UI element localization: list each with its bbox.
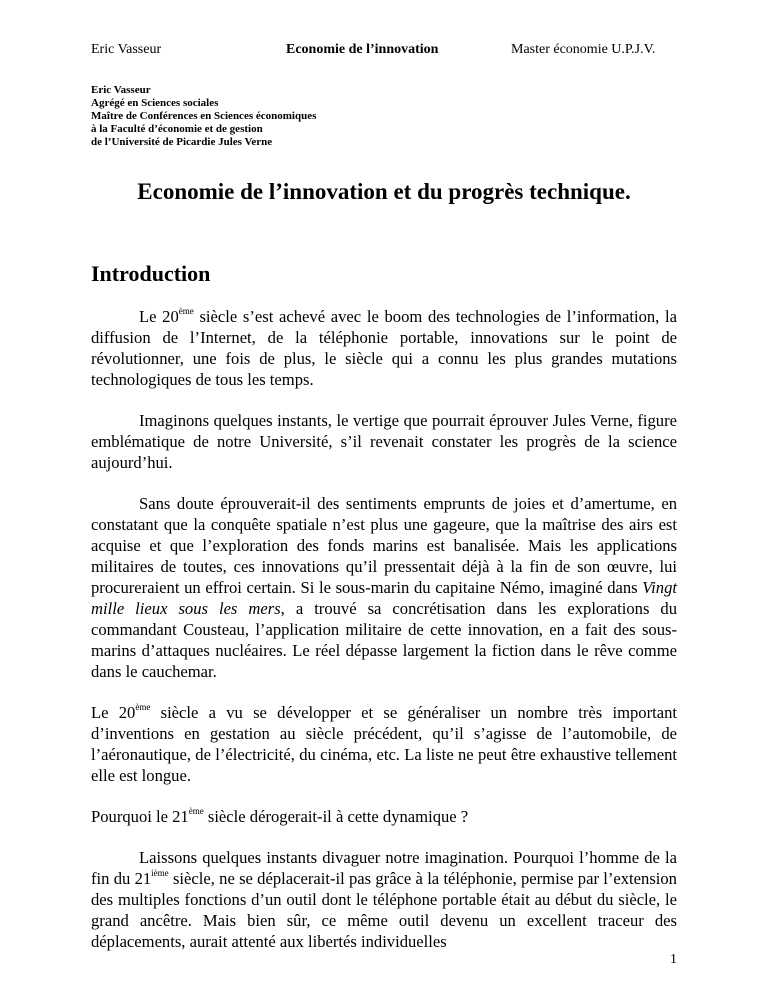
paragraph-text: Pourquoi le 21 <box>91 807 189 826</box>
author-name: Eric Vasseur <box>91 84 151 96</box>
author-title-line: Maître de Conférences en Sciences économiques <box>91 110 317 122</box>
author-title-line: de l’Université de Picardie Jules Verne <box>91 136 273 148</box>
superscript: ième <box>151 868 169 879</box>
author-title-line: à la Faculté d’économie et de gestion <box>91 123 263 135</box>
book-title: Vingt mille lieux sous les mers <box>91 578 677 618</box>
paragraph-text: siècle dérogerait-il à cette dynamique ? <box>203 807 469 826</box>
paragraph-text: Laissons quelques instants divaguer notre imagination. Pourquoi l’homme de la fin du 21 <box>91 848 677 888</box>
paragraph-text: siècle a vu se développer et se généraliser un nombre très important d’inventions en gestation au siècle précédent, qu’il s’agisse de l’automobile, de l’aéronautique, de l’électricité, du cinéma, etc. La liste ne peut être exhaustive tellement elle est longue. <box>91 703 677 785</box>
paragraph-text: siècle, ne se déplacerait-il pas grâce à la téléphonie, permise par l’extension des multiples fonctions d’un outil dont le téléphone portable était au début du siècle, le grand ancêtre. Mais bien sûr, ce même outil devenu un excellent traceur des déplacements, aurait attenté aux libertés individuelles <box>91 869 677 951</box>
paragraph: Imaginons quelques instants, le vertige que pourrait éprouver Jules Verne, figure emblématique de notre Université, s’il revenait constater les progrès de la science aujourd’hui. <box>91 411 677 472</box>
page-number: 1 <box>670 952 677 967</box>
author-block <box>91 84 316 149</box>
paragraph <box>91 847 677 952</box>
header-program: Master économie U.P.J.V. <box>511 42 656 57</box>
superscript: ème <box>188 806 204 817</box>
paragraph <box>91 806 677 827</box>
header-course-title: Economie de l’innovation <box>286 42 439 57</box>
section-heading: Introduction <box>91 261 211 286</box>
paragraph <box>91 702 677 786</box>
document-title: Economie de l’innovation et du progrès technique. <box>137 179 631 204</box>
body-text <box>91 306 677 952</box>
paragraph-text: Le 20 <box>91 703 136 722</box>
paragraph-text: siècle s’est achevé avec le boom des technologies de l’information, la diffusion de l’Internet, de la téléphonie portable, innovations sur le point de révolutionner, une fois de plus, le siècle qui a connu les plus grandes mutations technologiques de tous les temps. <box>91 307 677 389</box>
paragraph-text: Sans doute éprouverait-il des sentiments emprunts de joies et d’amertume, en constatant que la conquête spatiale n’est plus une gageure, que la maîtrise des airs est acquise et que l’exploration des fonds marins est banalisée. Mais les applications militaires de toutes, ces innovations qu’il pressentait déjà à la fin de son œuvre, lui procureraient un effroi certain. Si le sous-marin du capitaine Némo, imaginé dans <box>91 494 677 597</box>
superscript: ème <box>178 306 194 317</box>
paragraph <box>91 493 677 682</box>
paragraph <box>91 306 677 390</box>
superscript: ème <box>135 702 151 713</box>
header-author: Eric Vasseur <box>91 42 162 57</box>
paragraph-text: Le 20 <box>139 307 179 326</box>
paragraph-text: , a trouvé sa concrétisation dans les explorations du commandant Cousteau, l’application militaire de cette innovation, en a fait des sous-marins d’attaques nucléaires. Le réel dépasse largement la fiction dans le rêve comme dans le cauchemar. <box>91 599 677 681</box>
author-title-line: Agrégé en Sciences sociales <box>91 97 219 109</box>
